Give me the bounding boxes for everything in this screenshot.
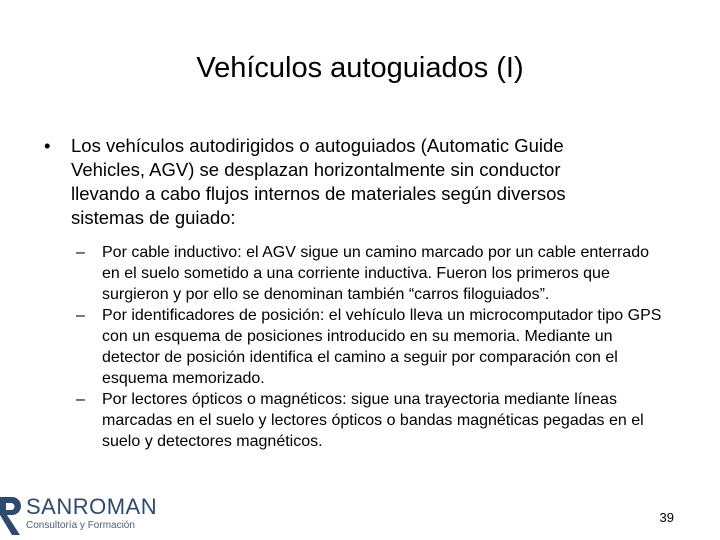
logo-name: SANROMAN: [26, 494, 158, 519]
bullet-item: [44, 134, 664, 230]
bullet-mark: •: [44, 135, 51, 156]
sub-list: [44, 242, 664, 452]
company-logo: [0, 494, 158, 537]
logo-tagline: Consultoría y Formación: [26, 520, 135, 531]
r-logo-icon: [0, 495, 24, 537]
sub-item-text: Por cable inductivo: el AGV sigue un camino marcado por un cable enterrado en el suelo sometido a una corriente inductiva. Fueron los primeros que surgieron y por ello se denominan también “carros filoguiados”.: [102, 244, 649, 303]
sub-item-text: Por identificadores de posición: el vehículo lleva un microcomputador tipo GPS con un esquema de posiciones introducido en su memoria. Mediante un detector de posición identifica el camino a seguir por comparación con el esquema memorizado.: [102, 307, 662, 387]
bullet-text: Los vehículos autodirigidos o autoguiados (Automatic Guide Vehicles, AGV) se desplazan horizontalmente sin conductor llevando a cabo flujos internos de materiales según diversos sistemas de guiado:: [71, 135, 566, 228]
sub-item: [76, 242, 664, 305]
slide-title: Vehículos autoguiados (I): [196, 52, 524, 84]
slide-content: [44, 134, 664, 452]
dash-mark: –: [76, 244, 85, 261]
sub-item-text: Por lectores ópticos o magnéticos: sigue una trayectoria mediante líneas marcadas en el suelo y lectores ópticos o bandas magnéticas pegadas en el suelo y detectores magnéticos.: [102, 391, 644, 450]
page-number: 39: [659, 510, 674, 525]
sub-item: [76, 389, 664, 452]
dash-mark: –: [76, 391, 85, 408]
sub-item: [76, 305, 664, 389]
dash-mark: –: [76, 307, 85, 324]
